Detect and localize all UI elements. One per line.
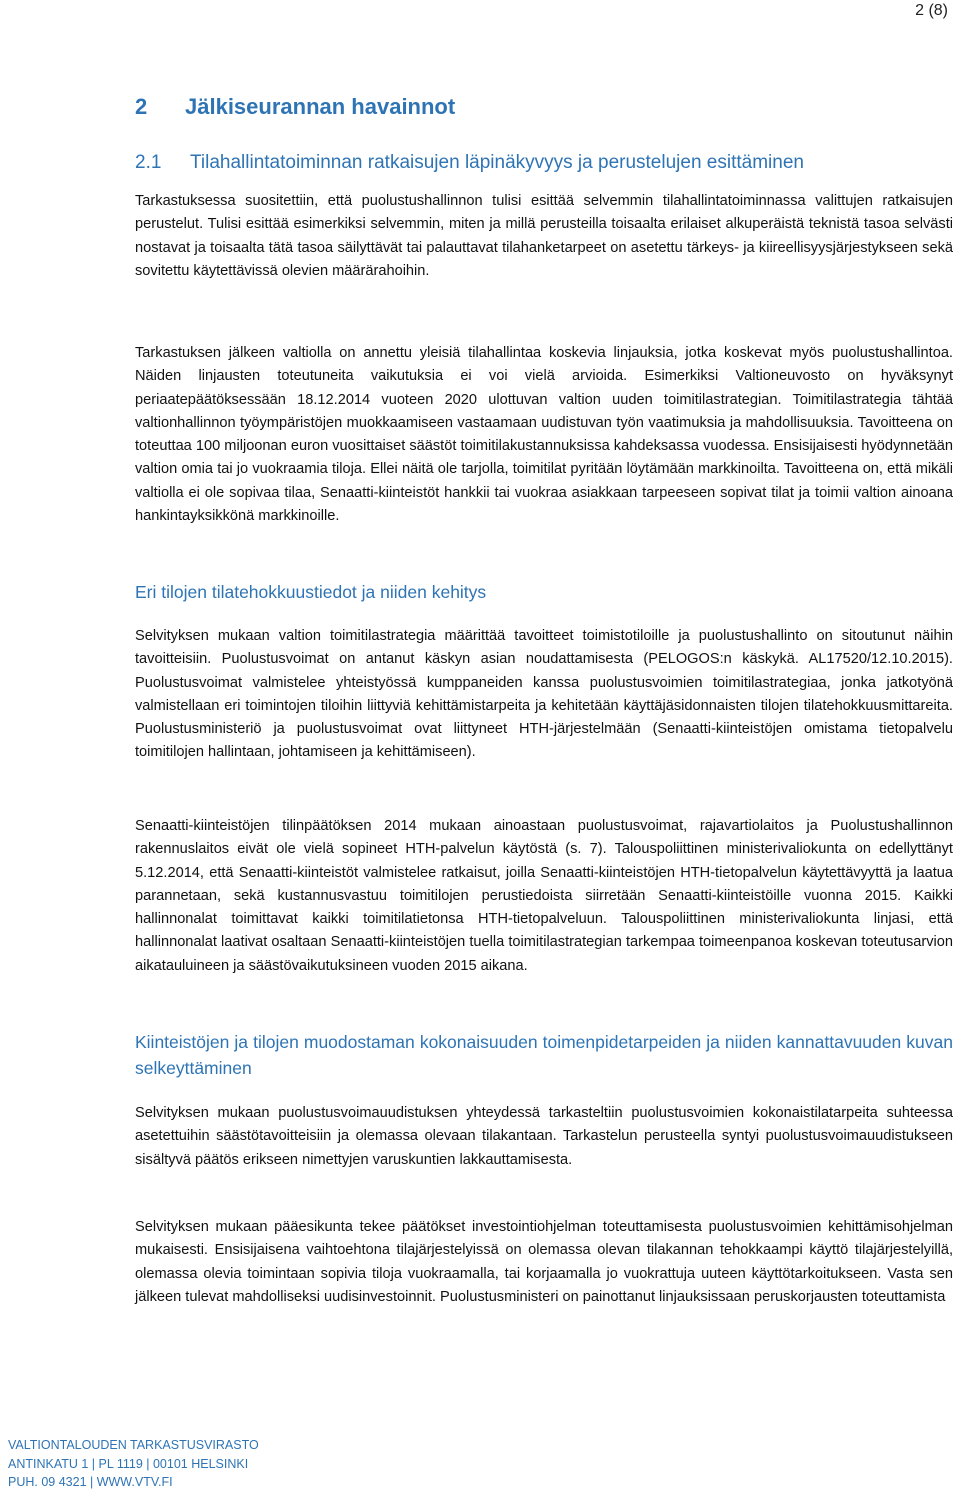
section-number: 2	[135, 94, 148, 119]
paragraph: Tarkastuksessa suositettiin, että puolustushallinnon tulisi esittää selvemmin tilahallintatoiminnassa valittujen ratkaisujen perustelut. Tulisi esittää esimerkiksi selvemmin, miten ja millä perusteilla toisaalta erilaiset alkuperäistä teknistä tasoa selvästi nostavat ja toisaalta tätä tasoa säilyttävät tai palauttavat tilahanketarpeet on asetettu tärkeys- ja kiireellisyysjärjestykseen sekä sovitettu käytettävissä olevien määrärahoihin.	[135, 193, 953, 279]
footer-org: VALTIONTALOUDEN TARKASTUSVIRASTO	[8, 1438, 259, 1452]
footer	[8, 1436, 259, 1492]
paragraph: Selvityksen mukaan pääesikunta tekee päätökset investointiohjelman toteuttamisesta puolustusvoimien kehittämisohjelman mukaisesti. Ensisijaisena vaihtoehtona tilajärjestelyissä on olemassa olevan tilakannan tehokkaampi käyttö tilajärjestelyillä, olemassa olevia toimintaan sopivia tiloja vuokraamalla, tai korjaamalla jo vuokrattuja uuteen käyttötarkoitukseen. Vasta sen jälkeen tulevat mahdolliseksi uudisinvestoinnit. Puolustusministeri on painottanut linjauksissaan peruskorjausten toteuttamista	[135, 1219, 953, 1305]
paragraph: Senaatti-kiinteistöjen tilinpäätöksen 2014 mukaan ainoastaan puolustusvoimat, rajavartiolaitos ja Puolustushallinnon rakennuslaitos eivät ole vielä sopineet HTH-palvelun käytöstä (s. 7). Talouspoliittinen ministerivaliokunta on edellyttänyt 5.12.2014, että Senaatti-kiinteistöt valmistelee ratkaisut, joilla Senaatti-kiinteistöjen HTH-tietopalvelun käytettävyyttä ja laatua parannetaan, sekä kustannusvastuu toimitilojen perustiedoista siirretään Senaatti-kiinteistöille vuonna 2015. Kaikki hallinnonalat toimittavat kaikki toimitilatietonsa HTH-tietopalveluun. Talouspoliittinen ministerivaliokunta linjasi, että hallinnonalat laativat osaltaan Senaatti-kiinteistöjen tuella toimitilastrategian tarkempaa toimeenpanoa koskevan toteutusarvion aikatauluineen ja säästövaikutuksineen vuoden 2015 aikana.	[135, 818, 953, 974]
paragraph: Selvityksen mukaan puolustusvoimauudistuksen yhteydessä tarkasteltiin puolustusvoimien kokonaistilatarpeita suhteessa asetettuihin säästötavoitteisiin ja olemassa olevaan tilakantaan. Tarkastelun perusteella syntyi puolustusvoimauudistukseen sisältyvä päätös erikseen nimettyjen varuskuntien lakkauttamisesta.	[135, 1105, 953, 1168]
heading-tilatehokkuus: Eri tilojen tilatehokkuustiedot ja niiden kehitys	[135, 582, 487, 602]
subsection-heading	[135, 150, 804, 176]
footer-contact: PUH. 09 4321 | WWW.VTV.FI	[8, 1475, 173, 1489]
paragraph: Tarkastuksen jälkeen valtiolla on annettu yleisiä tilahallintaa koskevia linjauksia, jotka koskevat myös puolustushallintoa. Näiden linjausten toteutuneita vaikutuksia ei voi vielä arvioida. Esimerkiksi Valtioneuvosto on hyväksynyt periaatepäätöksessään 18.12.2014 vuoteen 2020 ulottuvan valtion uuden toimitilastrategian. Toimitilastrategia tähtää valtionhallinnon työympäristöjen muokkaamiseen vastaamaan uudistuvan työn vaatimuksia ja mahdollisuuksia. Tavoitteena on toteuttaa 100 miljoonan euron vuosittaiset säästöt toimitilakustannuksissa kahdeksassa vuodessa. Ensisijaisesti hyödynnetään valtion omia tai jo vuokraamia tiloja. Ellei näitä ole tarjolla, toimitilat pyritään löytämään markkinoilta. Tavoitteena on, että mikäli valtiolla ei ole sopivaa tilaa, Senaatti-kiinteistöt hankkii tai vuokraa asiakkaan tarpeeseen sopivat tilat ja toimii valtion ainoana hankintayksikkönä markkinoille.	[135, 345, 953, 525]
subsection-title: Tilahallintatoiminnan ratkaisujen läpinäkyvyys ja perustelujen esittäminen	[190, 152, 804, 173]
section-heading	[135, 93, 455, 121]
paragraph: Selvityksen mukaan valtion toimitilastrategia määrittää tavoitteet toimistotiloille ja puolustushallinto on sitoutunut näihin tavoitteisiin. Puolustusvoimat on antanut käskyn asian noudattamisesta (PELOGOS:n käskykä. AL17520/12.10.2015). Puolustusvoimat valmistelee yhteistyössä kumppaneiden kanssa puolustusvoimien toimitilastrategiaa, jonka jatkotyönä valmistellaan eri toimintojen tiloihin liittyviä kehittämistarpeita ja kehitetään käyttäjäsidonnaisten tilojen tilatehokkuusmittareita. Puolustusministeriö ja puolustusvoimat ovat liittyneet HTH-järjestelmään (Senaatti-kiinteistöjen omistama tietopalvelu toimitilojen hallintaan, johtamiseen ja kehittämiseen).	[135, 628, 953, 761]
page-number: 2 (8)	[915, 2, 948, 19]
section-title: Jälkiseurannan havainnot	[185, 94, 456, 119]
heading-kiinteistot: Kiinteistöjen ja tilojen muodostaman kokonaisuuden toimenpidetarpeiden ja niiden kannattavuuden kuvan selkeyttäminen	[135, 1032, 953, 1078]
footer-address: ANTINKATU 1 | PL 1119 | 00101 HELSINKI	[8, 1456, 249, 1471]
subsection-number: 2.1	[135, 152, 162, 173]
